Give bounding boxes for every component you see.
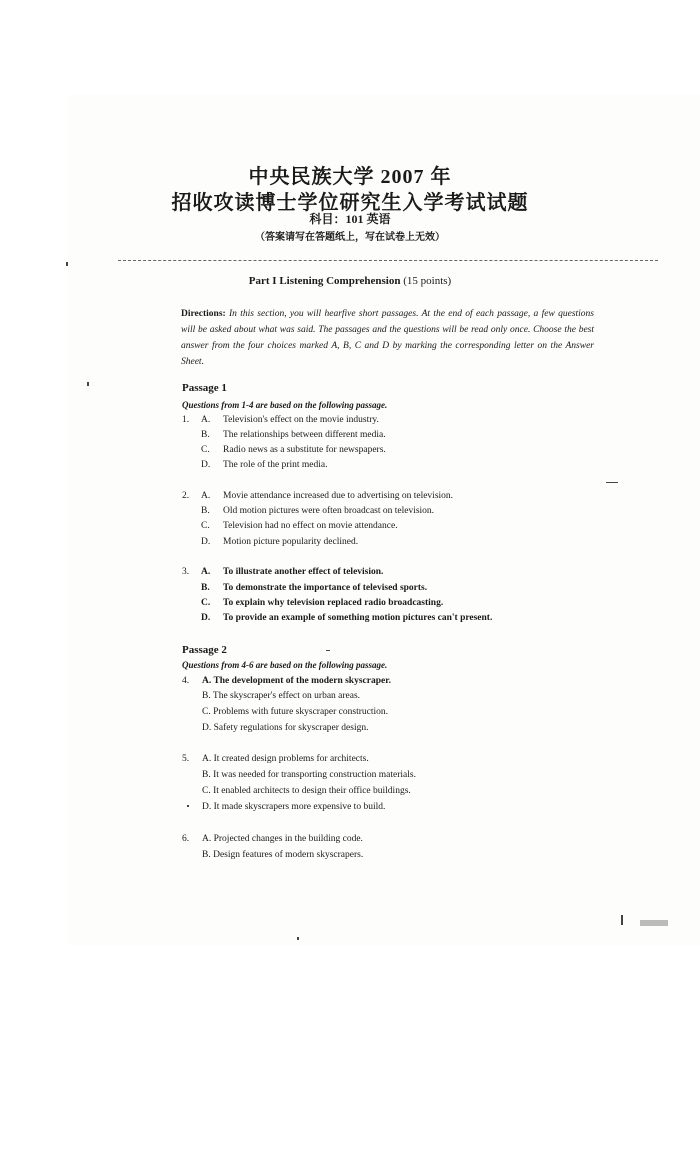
option-letter: D. bbox=[201, 460, 211, 470]
option-letter: B. bbox=[201, 506, 210, 516]
option-text: Old motion pictures were often broadcast on television. bbox=[223, 506, 435, 516]
question-number: 6. bbox=[182, 834, 190, 844]
scan-speck bbox=[87, 382, 89, 386]
scan-speck bbox=[187, 805, 189, 807]
option-text: To demonstrate the importance of televised sports. bbox=[223, 583, 428, 593]
option-letter: D. bbox=[201, 613, 211, 623]
option-text: Television's effect on the movie industry. bbox=[223, 415, 379, 425]
question-number: 2. bbox=[182, 491, 190, 501]
option-text: A. It created design problems for architects. bbox=[202, 754, 369, 764]
part-title: Part I Listening Comprehension bbox=[248, 275, 401, 287]
option-letter: B. bbox=[201, 430, 210, 440]
option-text: The relationships between different media. bbox=[223, 430, 386, 440]
option-letter: C. bbox=[201, 445, 210, 455]
exam-subject: 科目：101 英语 bbox=[309, 212, 391, 226]
option-text: To explain why television replaced radio broadcasting. bbox=[223, 598, 444, 608]
option-letter: A. bbox=[201, 415, 211, 425]
option-text: Movie attendance increased due to advertising on television. bbox=[223, 491, 454, 501]
option-text: Motion picture popularity declined. bbox=[223, 537, 359, 547]
scan-speck bbox=[640, 920, 668, 926]
option-letter: C. bbox=[201, 521, 210, 531]
directions-text: In this section, you will hearfive short passages. At the end of each passage, a few questions will be asked about what was said. The passages and the questions will be read only once. Choose the best answer from the four choices marked A, B, C and D by marking the corresponding letter on the Answer Sheet. bbox=[181, 309, 594, 367]
option-text: Radio news as a substitute for newspapers. bbox=[223, 445, 386, 455]
part-points: (15 points) bbox=[403, 275, 452, 287]
question-number: 1. bbox=[182, 415, 190, 425]
question-number: 3. bbox=[182, 567, 190, 577]
header-divider bbox=[118, 260, 658, 261]
option-text: B. Design features of modern skyscrapers. bbox=[202, 850, 364, 860]
exam-title: 招收攻读博士学位研究生入学考试试题 bbox=[171, 192, 529, 214]
passage-2-note: Questions from 4-6 are based on the following passage. bbox=[182, 660, 388, 670]
option-text: Television had no effect on movie attendance. bbox=[223, 521, 398, 531]
scan-speck bbox=[297, 937, 299, 940]
passage-1-title: Passage 1 bbox=[182, 382, 227, 394]
passage-1-note: Questions from 1-4 are based on the following passage. bbox=[182, 400, 388, 410]
question-number: 4. bbox=[182, 676, 190, 686]
option-text: The role of the print media. bbox=[223, 460, 328, 470]
part-heading bbox=[0, 275, 700, 287]
exam-title-university: 中央民族大学 2007 年 bbox=[248, 166, 452, 188]
option-text: A. The development of the modern skyscraper. bbox=[202, 676, 391, 686]
scan-speck bbox=[66, 262, 68, 266]
scan-speck bbox=[606, 482, 618, 483]
option-text: To provide an example of something motion pictures can't present. bbox=[223, 613, 493, 623]
option-text: A. Projected changes in the building code. bbox=[202, 834, 363, 844]
passage-2-title: Passage 2 bbox=[182, 644, 227, 656]
option-letter: A. bbox=[201, 567, 211, 577]
option-text: C. It enabled architects to design their office buildings. bbox=[202, 786, 411, 796]
answer-instruction: （答案请写在答题纸上，写在试卷上无效） bbox=[255, 232, 445, 243]
scan-speck bbox=[326, 650, 330, 651]
option-text: To illustrate another effect of television. bbox=[223, 567, 384, 577]
directions-label: Directions: bbox=[181, 309, 226, 319]
option-letter: A. bbox=[201, 491, 211, 501]
option-text: D. Safety regulations for skyscraper design. bbox=[202, 723, 369, 733]
question-number: 5. bbox=[182, 754, 190, 764]
option-text: B. It was needed for transporting construction materials. bbox=[202, 770, 416, 780]
option-text: C. Problems with future skyscraper construction. bbox=[202, 707, 389, 717]
option-letter: C. bbox=[201, 598, 211, 608]
option-text: D. It made skyscrapers more expensive to build. bbox=[202, 802, 386, 812]
option-letter: D. bbox=[201, 537, 211, 547]
option-text: B. The skyscraper's effect on urban areas. bbox=[202, 691, 361, 701]
option-letter: B. bbox=[201, 583, 210, 593]
directions bbox=[181, 306, 594, 370]
scan-speck bbox=[621, 915, 623, 925]
